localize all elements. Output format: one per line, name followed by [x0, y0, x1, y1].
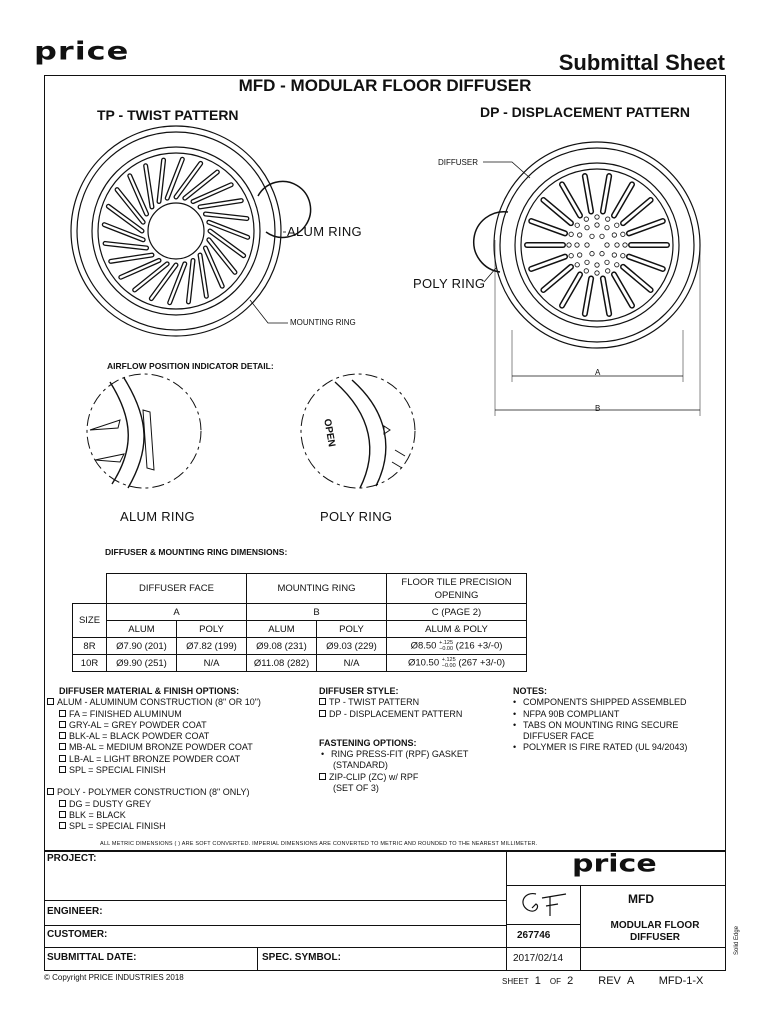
sheet-title: Submittal Sheet: [558, 50, 725, 75]
cell-face-alum: Ø9.90 (251): [107, 655, 177, 672]
checkbox[interactable]: [59, 755, 66, 762]
sheet-total: 2: [567, 975, 574, 987]
note-item: [513, 720, 723, 731]
header-size: SIZE: [73, 604, 107, 638]
model-description-line: MODULAR FLOOR: [610, 920, 700, 931]
cell-face-poly: N/A: [177, 655, 247, 672]
main-title: MFD - MODULAR FLOOR DIFFUSER: [238, 76, 532, 95]
divider: [257, 947, 258, 971]
bullet-icon: •: [321, 749, 325, 760]
divider: [580, 885, 581, 971]
detail-alum-ring-label: ALUM RING: [120, 509, 195, 524]
bullet-icon: •: [513, 708, 517, 719]
checkbox[interactable]: [319, 773, 326, 780]
signature: [506, 886, 580, 924]
note-text: TABS ON MOUNTING RING SECURE: [523, 719, 679, 730]
poly-option-label: POLY - POLYMER CONSTRUCTION (8" ONLY): [57, 787, 250, 798]
header-floor-tile: FLOOR TILE PRECISION OPENING: [387, 574, 527, 604]
checkbox[interactable]: [59, 811, 66, 818]
model-code: MFD: [628, 892, 654, 906]
cell-ring-poly: N/A: [317, 655, 387, 672]
tolerance: [439, 640, 453, 652]
finish-option[interactable]: [59, 821, 312, 832]
note-text: POLYMER IS FIRE RATED (UL 94/2043): [523, 742, 688, 753]
header-b: B: [247, 604, 387, 621]
finish-option-label: SPL = SPECIAL FINISH: [69, 765, 166, 776]
fastening-option-sublabel: (SET OF 3): [333, 783, 379, 794]
submittal-date-label: SUBMITTAL DATE:: [47, 952, 137, 963]
checkbox[interactable]: [59, 822, 66, 829]
header-ring-alum: ALUM: [247, 621, 317, 638]
tile-size-mm: (267 +3/-0): [458, 657, 506, 669]
header-face-poly: POLY: [177, 621, 247, 638]
tile-size: Ø8.50: [410, 640, 437, 652]
notes: [513, 686, 723, 754]
sheet-info: [502, 975, 703, 987]
finish-option[interactable]: [59, 754, 312, 765]
finish-option-label: LB-AL = LIGHT BRONZE POWDER COAT: [69, 753, 241, 764]
cell-face-poly: Ø7.82 (199): [177, 638, 247, 655]
tolerance-plus: +.125: [439, 640, 454, 646]
title-block-logo: price: [572, 850, 657, 878]
cell-ring-poly: Ø9.03 (229): [317, 638, 387, 655]
dimension-b-label: B: [595, 404, 601, 413]
cell-tile-opening: [387, 638, 527, 655]
fastening-option-label: ZIP-CLIP (ZC) w/ RPF: [329, 771, 419, 782]
of-label: OF: [549, 977, 562, 986]
finish-option-label: BLK = BLACK: [69, 809, 126, 820]
finish-option[interactable]: [59, 720, 312, 731]
dimension-a-label: A: [595, 368, 601, 377]
checkbox[interactable]: [319, 698, 326, 705]
drawing-number: 267746: [517, 930, 551, 941]
price-logo: price: [34, 36, 130, 66]
cell-tile-opening: [387, 655, 527, 672]
spec-symbol-label: SPEC. SYMBOL:: [262, 952, 341, 963]
checkbox[interactable]: [59, 766, 66, 773]
alum-ring-label: ALUM RING: [287, 224, 362, 239]
note-text: NFPA 90B COMPLIANT: [523, 708, 620, 719]
rev-label: REV: [598, 975, 621, 987]
sheet-number: 1: [534, 975, 541, 987]
tolerance: [442, 657, 456, 669]
dp-title: DP - DISPLACEMENT PATTERN: [480, 104, 691, 120]
checkbox[interactable]: [47, 788, 54, 795]
fastening-options-title: FASTENING OPTIONS:: [319, 737, 417, 748]
finish-option[interactable]: [59, 765, 312, 776]
checkbox[interactable]: [59, 800, 66, 807]
detail-poly-ring-label: POLY RING: [320, 509, 393, 524]
cell-ring-alum: Ø11.08 (282): [247, 655, 317, 672]
open-indicator-text: OPEN: [321, 418, 337, 448]
header-ring-poly: POLY: [317, 621, 387, 638]
tolerance-plus: +.125: [441, 657, 456, 663]
style-options: [319, 686, 509, 794]
alum-option-label: ALUM - ALUMINUM CONSTRUCTION (8" OR 10"): [57, 697, 261, 708]
finish-option[interactable]: [59, 810, 312, 821]
note-text: DIFFUSER FACE: [523, 731, 595, 742]
table-row: [73, 655, 527, 672]
finish-option-label: DG = DUSTY GREY: [69, 798, 152, 809]
checkbox[interactable]: [59, 743, 66, 750]
engineer-label: ENGINEER:: [47, 906, 103, 917]
cell-size: 10R: [73, 655, 107, 672]
style-option[interactable]: [319, 697, 509, 708]
finish-option-label: SPL = SPECIAL FINISH: [69, 821, 166, 832]
bullet-icon: •: [513, 697, 517, 708]
header-diffuser-face: DIFFUSER FACE: [107, 574, 247, 604]
divider: [44, 900, 506, 901]
header-mounting-ring: MOUNTING RING: [247, 574, 387, 604]
style-options-title: DIFFUSER STYLE:: [319, 686, 399, 696]
checkbox[interactable]: [59, 721, 66, 728]
tile-size: Ø10.50: [407, 657, 440, 669]
model-description-line: DIFFUSER: [630, 932, 680, 943]
style-option[interactable]: [319, 709, 509, 720]
cell-size: 8R: [73, 638, 107, 655]
checkbox[interactable]: [47, 698, 54, 705]
airflow-detail-title: AIRFLOW POSITION INDICATOR DETAIL:: [107, 361, 274, 371]
mounting-ring-label: MOUNTING RING: [290, 318, 356, 327]
divider: [44, 925, 506, 926]
cell-ring-alum: Ø9.08 (231): [247, 638, 317, 655]
finish-option-label: MB-AL = MEDIUM BRONZE POWDER COAT: [69, 742, 253, 753]
bullet-icon: •: [513, 719, 517, 730]
checkbox[interactable]: [59, 710, 66, 717]
tolerance-minus: −0.00: [441, 663, 456, 669]
customer-label: CUSTOMER:: [47, 929, 108, 940]
fastening-option-label: RING PRESS-FIT (RPF) GASKET: [331, 749, 469, 760]
metric-footnote: ALL METRIC DIMENSIONS ( ) ARE SOFT CONVERTED. IMPERIAL DIMENSIONS ARE CONVERTED TO METRIC AND ROUNDED TO THE NEAREST MILLIMETER.: [100, 841, 538, 847]
tp-title: TP - TWIST PATTERN: [97, 107, 239, 123]
displacement-pattern-drawing: [474, 142, 700, 416]
checkbox[interactable]: [319, 710, 326, 717]
copyright: © Copyright PRICE INDUSTRIES 2018: [44, 973, 184, 982]
note-item: [513, 709, 723, 720]
diffuser-label: DIFFUSER: [438, 158, 478, 167]
fastening-option: [319, 749, 509, 760]
finish-option[interactable]: [59, 709, 312, 720]
finish-option[interactable]: [59, 799, 312, 810]
document-id: MFD-1-X: [658, 975, 704, 987]
header-a: A: [107, 604, 247, 621]
material-options-title: DIFFUSER MATERIAL & FINISH OPTIONS:: [59, 686, 240, 696]
note-text: COMPONENTS SHIPPED ASSEMBLED: [523, 697, 687, 708]
divider: [506, 924, 580, 925]
fastening-option[interactable]: [319, 772, 509, 783]
finish-option-label: FA = FINISHED ALUMINUM: [69, 708, 182, 719]
project-label: PROJECT:: [47, 853, 97, 864]
finish-option-label: GRY-AL = GREY POWDER COAT: [69, 719, 207, 730]
sheet-label: SHEET: [502, 977, 529, 986]
cad-software-label: Solid Edge: [734, 925, 740, 955]
style-option-label: DP - DISPLACEMENT PATTERN: [329, 708, 463, 719]
note-item: [513, 742, 723, 753]
bullet-icon: •: [513, 742, 517, 753]
cell-face-alum: Ø7.90 (201): [107, 638, 177, 655]
dimensions-title: DIFFUSER & MOUNTING RING DIMENSIONS:: [105, 547, 288, 557]
tolerance-minus: −0.00: [439, 646, 454, 652]
dimensions-table: [72, 573, 527, 672]
material-options: [47, 686, 312, 833]
header-c: C (PAGE 2): [387, 604, 527, 621]
twist-pattern-drawing: [71, 126, 311, 336]
airflow-detail-drawings: [87, 374, 415, 488]
alum-option[interactable]: [47, 697, 312, 708]
finish-option[interactable]: [59, 742, 312, 753]
note-item: [513, 697, 723, 708]
poly-option[interactable]: [47, 787, 312, 798]
submittal-date: 2017/02/14: [513, 953, 564, 964]
table-row: [73, 638, 527, 655]
note-item: [513, 731, 723, 742]
model-description: [590, 920, 720, 944]
header-face-alum: ALUM: [107, 621, 177, 638]
fastening-option-sublabel: (STANDARD): [333, 760, 388, 771]
style-option-label: TP - TWIST PATTERN: [329, 697, 420, 708]
checkbox[interactable]: [59, 732, 66, 739]
finish-option[interactable]: [59, 731, 312, 742]
header-alum-poly: ALUM & POLY: [387, 621, 527, 638]
revision: A: [626, 975, 634, 987]
finish-option-label: BLK-AL = BLACK POWDER COAT: [69, 731, 210, 742]
divider: [44, 947, 726, 948]
notes-title: NOTES:: [513, 686, 548, 696]
tile-size-mm: (216 +3/-0): [455, 640, 503, 652]
poly-ring-label: POLY RING: [413, 276, 486, 291]
